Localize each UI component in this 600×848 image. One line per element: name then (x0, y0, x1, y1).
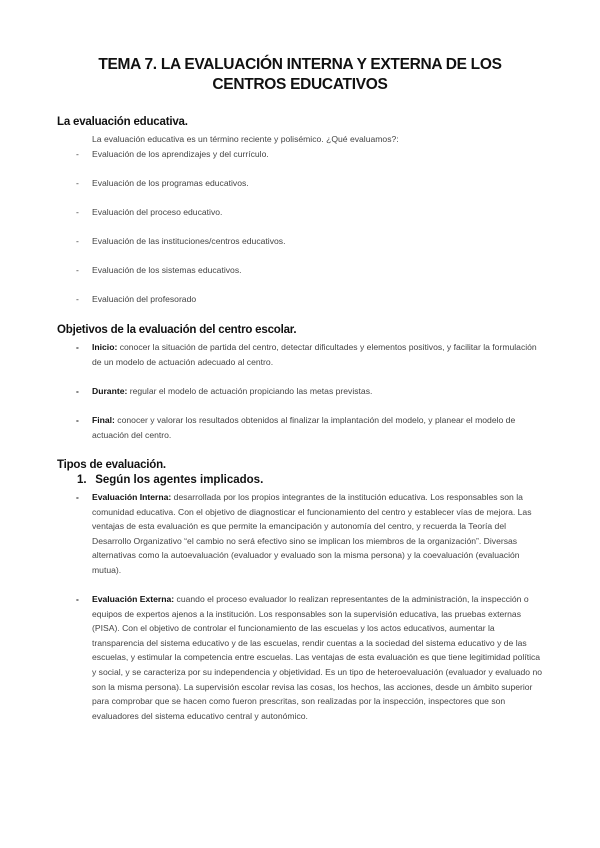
dash-bullet: - (76, 178, 79, 188)
item-text: conocer y valorar los resultados obtenidos al finalizar la implantación del modelo, y planear el modelo de actuación del centro. (92, 415, 516, 440)
list-item-text: Evaluación de los sistemas educativos. (92, 265, 242, 275)
section-heading-tipos: Tipos de evaluación. (57, 459, 166, 471)
dash-bullet: - (76, 594, 79, 604)
list-item (76, 205, 544, 220)
dash-bullet: - (76, 207, 79, 217)
dash-bullet: - (76, 415, 79, 425)
item-label: Final: (92, 415, 115, 425)
dash-bullet: - (76, 236, 79, 246)
item-text: cuando el proceso evaluador lo realizan representantes de la administración, la inspección o equipos de expertos ajenos a la institución. Los responsables son la supervisión educativa, las pruebas externas (PISA). Con el objetivo de controlar el funcionamiento de las escuelas y los actos educativos, aumentar la transparencia del sistema educativo y de las escuelas, rendir cuentas a la sociedad del sistema educativo y de las escuelas, y estimular la competencia entre escuelas. Las ventajas de esta evaluación es que tiene legitimidad política y social, y se caracteriza por su independencia y objetividad. Es un tipo de heteroevaluación (evaluador y evaluado no son la misma persona). La supervisión escolar revisa las cosas, los hechos, las acciones, desde un ámbito superior para comprobar que se hacen como fueron prescritas, son realizadas por la inspección, inspectores que son evaluadores del sistema educativo central y autonómico. (92, 594, 543, 721)
subheading-text: Según los agentes implicados. (95, 474, 264, 486)
dash-bullet: - (76, 294, 79, 304)
item-label: Durante: (92, 386, 128, 396)
list-item-text: Evaluación de las instituciones/centros educativos. (92, 236, 286, 246)
list-item (76, 234, 544, 249)
list-item (76, 292, 544, 307)
item-text: conocer la situación de partida del centro, detectar dificultades y elementos positivos, y facilitar la formulación de un modelo de actuación adecuado al centro. (92, 342, 537, 367)
subheading-number: 1. (77, 474, 87, 486)
list-item-text: Evaluación del proceso educativo. (92, 207, 223, 217)
list-item-text: Evaluación de los programas educativos. (92, 178, 249, 188)
intro-text: La evaluación educativa es un término reciente y polisémico. ¿Qué evaluamos?: (92, 134, 399, 144)
list-item (76, 176, 544, 191)
item-text: regular el modelo de actuación propiciando las metas previstas. (127, 386, 373, 396)
item-label: Inicio: (92, 342, 118, 352)
document-title: TEMA 7. LA EVALUACIÓN INTERNA Y EXTERNA DE LOS CENTROS EDUCATIVOS (98, 56, 502, 93)
type-item-interna (76, 490, 544, 578)
dash-bullet: - (76, 492, 79, 502)
dash-bullet: - (76, 342, 79, 352)
list-item (76, 263, 544, 278)
subheading-agentes (77, 474, 263, 486)
item-label: Evaluación Interna: (92, 492, 172, 502)
dash-bullet: - (76, 149, 79, 159)
section-heading-objetivos: Objetivos de la evaluación del centro escolar. (57, 324, 297, 336)
list-item (76, 147, 544, 162)
list-item-text: Evaluación del profesorado (92, 294, 197, 304)
section-heading-evaluacion-educativa: La evaluación educativa. (57, 116, 188, 128)
dash-bullet: - (76, 265, 79, 275)
type-item-externa (76, 592, 544, 723)
item-text: desarrollada por los propios integrantes de la institución educativa. Los responsables son la comunidad educativa. Con el objetivo de diagnosticar el funcionamiento del centro y establecer vías de mejora. Las ventajas de esta evaluación es que permite la emancipación y autonomía del centro, y recuerda la Teoría del Desarrollo Organizativo “el cambio no será efectivo sino se implican los miembros de la organización”. Diversas alternativas como la autoevaluación (evaluador y evaluado son la misma persona) y la coevaluación (evaluación mutua). (92, 492, 532, 575)
objective-item-inicio (76, 340, 544, 369)
objective-item-durante (76, 384, 544, 399)
dash-bullet: - (76, 386, 79, 396)
item-label: Evaluación Externa: (92, 594, 175, 604)
list-item-text: Evaluación de los aprendizajes y del currículo. (92, 149, 269, 159)
objective-item-final (76, 413, 544, 442)
